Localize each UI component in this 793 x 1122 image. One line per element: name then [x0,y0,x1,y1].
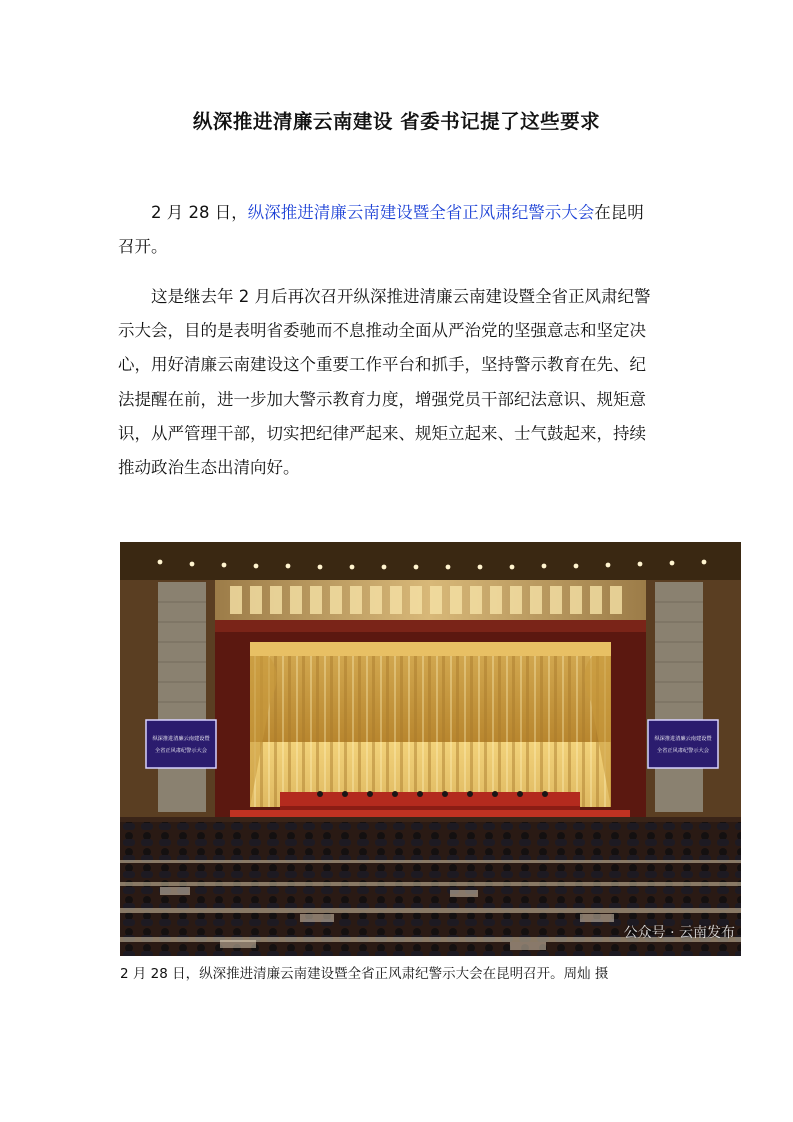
right-screen-line-1: 纵深推进清廉云南建设暨 [654,736,712,742]
photo-caption: 2 月 28 日，纵深推进清廉云南建设暨全省正风肃纪警示大会在昆明召开。周灿 摄 [120,966,609,982]
meeting-link[interactable]: 纵深推进清廉云南建设暨全省正风肃纪警示大会 [247,203,595,222]
conference-photo [120,542,741,956]
paragraph-1-suffix: 在昆明召开。 [118,203,644,257]
left-screen-line-2: 全省正风肃纪警示大会 [155,748,207,754]
conference-hall-illustration [120,542,741,956]
page-title: 纵深推进清廉云南建设 省委书记提了这些要求 [192,110,601,133]
watermark: 公众号 · 云南发布 [623,925,735,941]
right-screen-line-2: 全省正风肃纪警示大会 [657,748,709,754]
paragraph-1-prefix: 2 月 28 日， [151,203,248,222]
paragraph-2: 这是继去年 2 月后再次召开纵深推进清廉云南建设暨全省正风肃纪警示大会，目的是表明省委驰而不息推动全面从严治党的坚强意志和坚定决心，用好清廉云南建设这个重要工作平台和抓手，坚持警示教育在先、纪法提醒在前，进一步加大警示教育力度，增强党员干部纪法意识、规矩意识，从严管理干部，切实把纪律严起来、规矩立起来、士气鼓起来，持续推动政治生态出清向好。 [118,287,651,478]
paragraph-1 [118,196,658,264]
left-screen-line-1: 纵深推进清廉云南建设暨 [152,736,210,742]
